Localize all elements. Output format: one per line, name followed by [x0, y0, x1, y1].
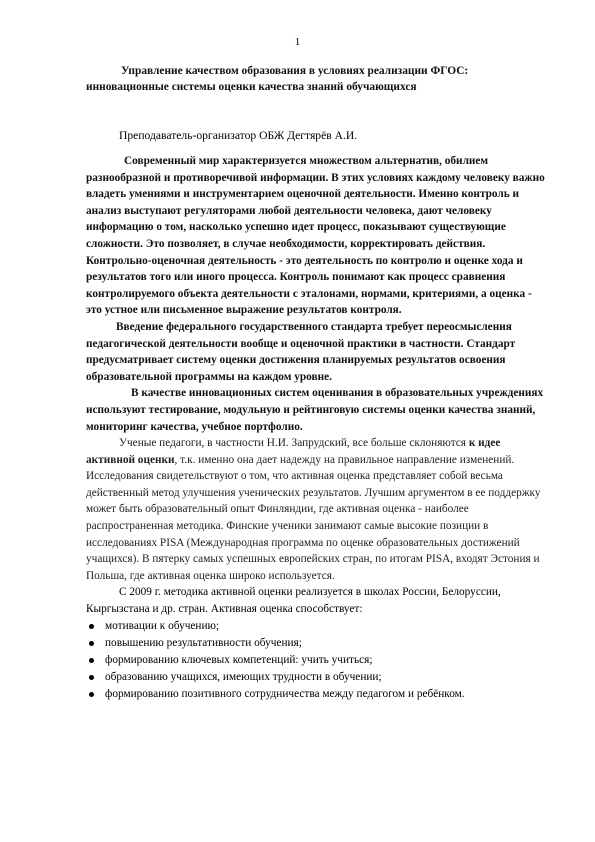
list-item-text: повышению результативности обучения; — [105, 636, 302, 649]
benefits-list — [86, 618, 546, 704]
paragraph-innovative-systems: В качестве инновационных систем оценивания в образовательных учреждениях используют тестирование, модульную и рейтинговую системы оценки качества знаний, мониторинг качества, учебное портфолио. — [86, 387, 544, 433]
active-assessment-emphasis: к идее активной оценки — [86, 437, 501, 466]
bullet-icon — [89, 658, 94, 663]
bullet-icon — [89, 641, 94, 646]
list-item-text: мотивации к обучению; — [105, 619, 220, 632]
list-item — [86, 618, 546, 635]
document-title — [86, 63, 546, 95]
list-item — [86, 686, 546, 703]
paragraph-since-2009: С 2009 г. методика активной оценки реализуется в школах России, Белоруссии, Кыргызстана и др. стран. Активная оценка способствует: — [86, 586, 501, 616]
active-assessment-intro: Ученые педагоги, в частности Н.И. Запрудский, все больше склоняются — [119, 437, 466, 450]
document-body — [86, 153, 546, 704]
paragraph-federal-standard: Введение федерального государственного стандарта требует переосмысления педагогической деятельности вообще и оценочной практики в частности. Стандарт предусматривает систему оценки достижения планируемых результатов освоения образовательной программы на каждом уровне. — [86, 320, 516, 383]
active-assessment-rest: , т.к. именно она дает надежду на правильное направление изменений. Исследования свидетельствуют о том, что активная оценка представляет собой весьма действенный метод улучшения ученических результатов. Лучшим аргументом в ее поддержку может быть образовательный опыт Финляндии, где активная оценка - наиболее распространенная методика. Финские ученики занимают самые высокие позиции в исследованиях PISA (Международная программа по оценке образовательных достижений учащихся). В пятерку самых успешных европейских стран, по итогам PISA, входят Эстония и Польша, где активная оценка широко используется. — [86, 453, 541, 582]
title-line-1: Управление качеством образования в условиях реализации ФГОС: — [121, 65, 469, 77]
list-item — [86, 635, 546, 652]
paragraph-active-assessment — [86, 435, 546, 584]
list-item-text: формированию позитивного сотрудничества между педагогом и ребёнком. — [105, 688, 465, 701]
list-item — [86, 652, 546, 669]
list-item — [86, 669, 546, 686]
paragraph-modern-world: Современный мир характеризуется множеством альтернатив, обилием разнообразной и противоречивой информации. В этих условиях каждому человеку важно владеть умениями и инструментарием оценочной деятельности. Именно контроль и анализ выступают регуляторами любой деятельности человека, дают человеку информацию о том, насколько успешно идет процесс, показывают существующие сложности. Это позволяет, в случае необходимости, корректировать действия. Контрольно-оценочная деятельность - это деятельность по контролю и оценке хода и результатов того или иного процесса. Контроль понимают как процесс сравнения контролируемого объекта деятельности с эталонами, нормами, критериями, а оценка - это устное или письменное выражение результатов контроля. — [86, 155, 545, 317]
page-number: 1 — [294, 36, 301, 48]
bullet-icon — [89, 675, 94, 680]
list-item-text: образованию учащихся, имеющих трудности в обучении; — [105, 671, 382, 684]
list-item-text: формированию ключевых компетенций: учить учиться; — [105, 654, 373, 667]
author-line: Преподаватель-организатор ОБЖ Дегтярёв А.И. — [119, 129, 358, 142]
bullet-icon — [89, 692, 94, 697]
bullet-icon — [89, 624, 94, 629]
title-line-2: инновационные системы оценки качества знаний обучающихся — [86, 81, 417, 93]
